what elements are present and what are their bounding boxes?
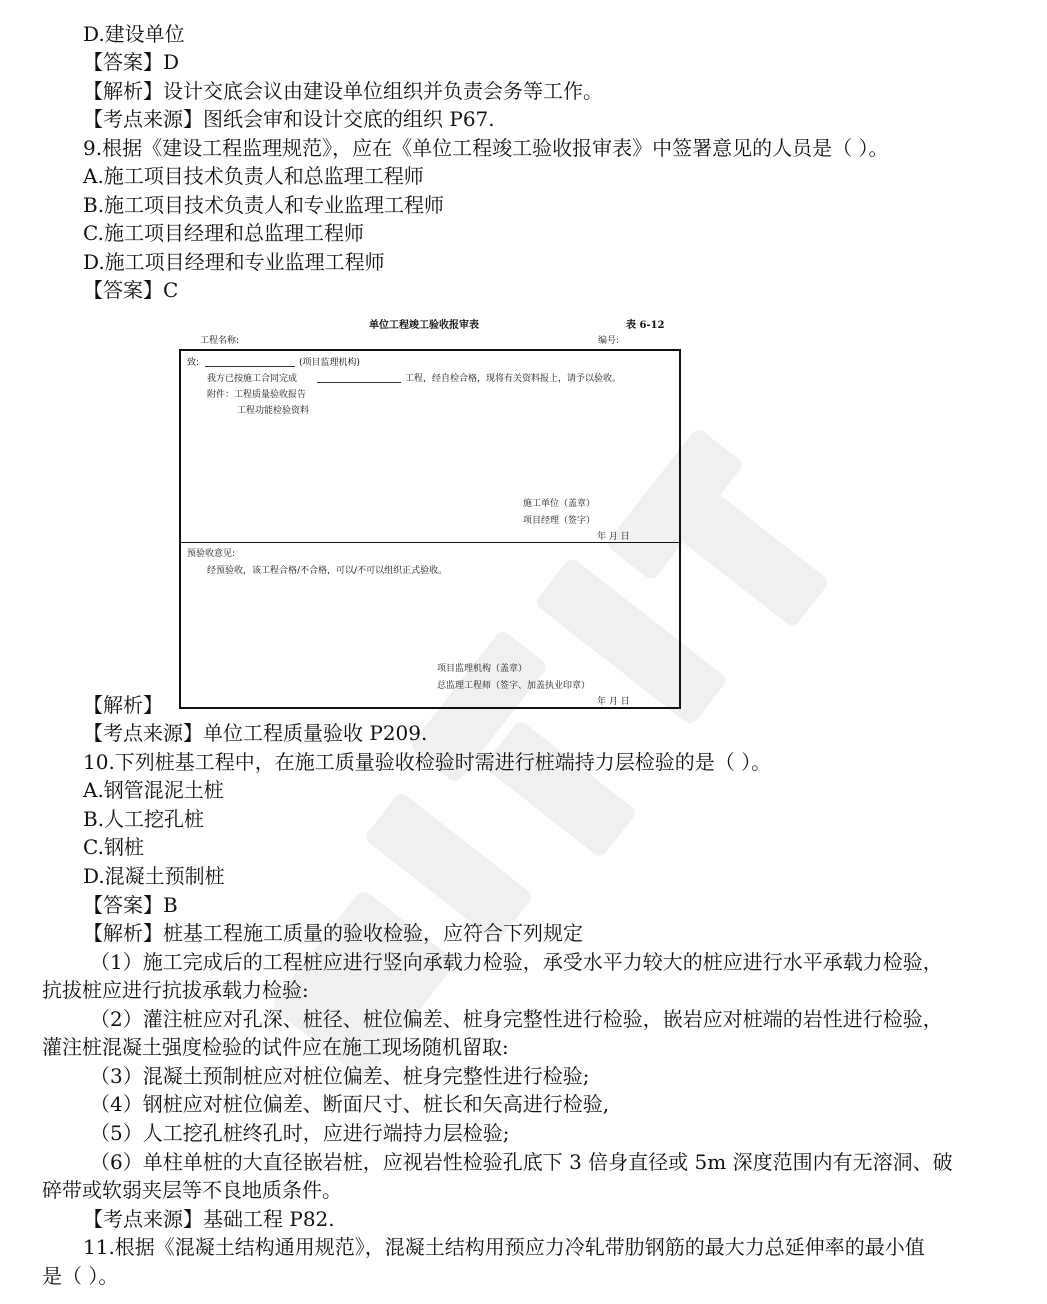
text-line: （1）施工完成后的工程桩应进行竖向承载力检验，承受水平力较大的桩应进行水平承载力检验， — [90, 950, 943, 974]
text-line: 碎带或软弱夹层等不良地质条件。 — [42, 1178, 342, 1202]
text-line: （5）人工挖孔桩终孔时，应进行端持力层检验; — [90, 1121, 510, 1145]
form-project-name-label: 工程名称: — [200, 336, 240, 346]
form-chief-sign: 总监理工程师（签字、加盖执业印章） — [437, 681, 591, 691]
text-line: D.混凝土预制桩 — [83, 864, 225, 888]
form-project-underline — [317, 382, 401, 383]
text-line: （4）钢桩应对桩位偏差、断面尺寸、桩长和矢高进行检验, — [90, 1092, 610, 1116]
text-line: 【答案】B — [83, 893, 178, 917]
text-line: 9.根据《建设工程监理规范》，应在《单位工程竣工验收报审表》中签署意见的人员是（ ）。 — [83, 136, 889, 160]
form-contractor-seal: 施工单位（盖章） — [523, 499, 596, 509]
form-date-2: 年 月 日 — [597, 697, 630, 707]
text-line: B.人工挖孔桩 — [83, 807, 205, 831]
form-to-suffix: (项目监理机构) — [299, 358, 361, 368]
form-pm-sign: 项目经理（签字） — [523, 516, 596, 526]
form-supervisor-seal: 项目监理机构（盖章） — [437, 664, 528, 674]
form-statement-prefix: 我方已按施工合同完成 — [207, 374, 298, 384]
text-line: （6）单柱单桩的大直径嵌岩桩，应视岩性检验孔底下 3 倍身直径或 5m 深度范围内有无溶洞、破 — [90, 1150, 953, 1174]
form-table-number: 表 6-12 — [626, 320, 665, 331]
text-line: 【考点来源】图纸会审和设计交底的组织 P67. — [83, 107, 495, 131]
form-attachment-label: 附件：工程质量验收报告 — [207, 390, 307, 400]
text-line: 【考点来源】单位工程质量验收 P209. — [83, 721, 428, 745]
text-line: D.施工项目经理和专业监理工程师 — [83, 250, 385, 274]
form-statement-suffix: 工程，经自检合格，现将有关资料报上，请予以验收。 — [405, 374, 622, 384]
form-title: 单位工程竣工验收报审表 — [369, 320, 479, 331]
form-date-1: 年 月 日 — [597, 532, 630, 542]
acceptance-form — [179, 349, 681, 709]
text-line: C.施工项目经理和总监理工程师 — [83, 221, 364, 245]
form-divider — [181, 542, 679, 543]
text-line: 11.根据《混凝土结构通用规范》，混凝土结构用预应力冷轧带肋钢筋的最大力总延伸率的最小值 — [83, 1235, 925, 1259]
text-line: B.施工项目技术负责人和专业监理工程师 — [83, 193, 445, 217]
text-line: 【答案】D — [83, 50, 180, 74]
form-to-underline — [205, 366, 295, 367]
text-line: C.钢桩 — [83, 835, 144, 859]
text-line: 灌注桩混凝土强度检验的试件应在施工现场随机留取: — [42, 1035, 509, 1059]
text-line: 【解析】桩基工程施工质量的验收检验，应符合下列规定 — [83, 921, 583, 945]
form-pre-accept-text: 经预验收，该工程合格/不合格，可以/不可以组织正式验收。 — [207, 566, 448, 576]
text-line: 【解析】 — [83, 693, 163, 717]
text-line: A.施工项目技术负责人和总监理工程师 — [83, 164, 424, 188]
text-line: A.钢管混泥土桩 — [83, 778, 224, 802]
text-line: 抗拔桩应进行抗拔承载力检验: — [42, 978, 309, 1002]
text-line: 是（ ）。 — [42, 1264, 119, 1288]
text-line: D.建设单位 — [83, 22, 185, 46]
text-line: 【考点来源】基础工程 P82. — [83, 1207, 335, 1231]
text-line: 【解析】设计交底会议由建设单位组织并负责会务等工作。 — [83, 79, 603, 103]
form-to-label: 致: — [187, 358, 200, 368]
text-line: 【答案】C — [83, 278, 179, 302]
text-line: （2）灌注桩应对孔深、桩径、桩位偏差、桩身完整性进行检验，嵌岩应对桩端的岩性进行检验， — [90, 1007, 943, 1031]
form-number-label: 编号: — [598, 336, 620, 346]
text-line: 10.下列桩基工程中，在施工质量验收检验时需进行桩端持力层检验的是（ ）。 — [83, 750, 772, 774]
form-pre-accept-label: 预验收意见: — [187, 549, 236, 559]
text-line: （3）混凝土预制桩应对桩位偏差、桩身完整性进行检验; — [90, 1064, 590, 1088]
form-attachment-2: 工程功能检验资料 — [237, 406, 310, 416]
